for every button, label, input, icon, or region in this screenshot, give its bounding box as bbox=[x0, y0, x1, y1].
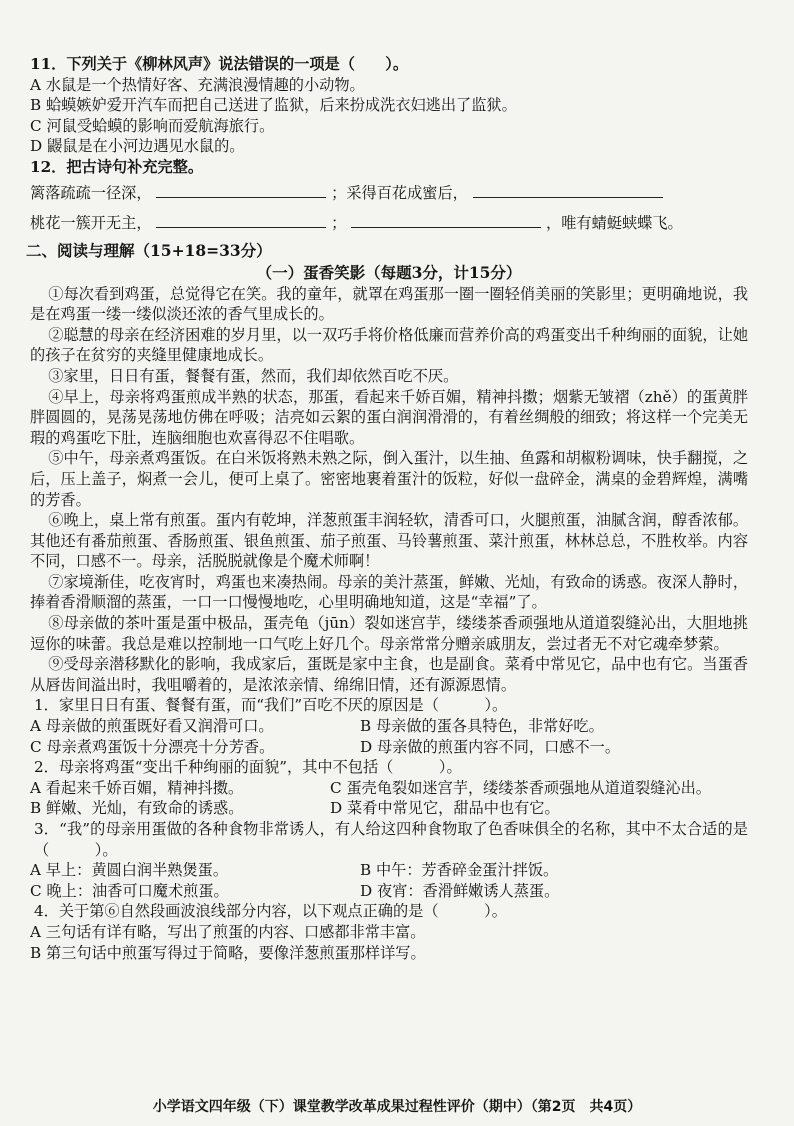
q11-option-d: D 鼹鼠是在小河边遇见水鼠的。 bbox=[30, 137, 245, 156]
q3-option-d: D 夜宵：香滑鲜嫩诱人蒸蛋。 bbox=[360, 881, 560, 900]
q2-option-c: C 蛋壳龟裂如迷宫芋，缕缕茶香顽强地从道道裂缝沁出。 bbox=[330, 778, 711, 797]
q12-line1-part1: 篱落疏疏一径深， bbox=[30, 183, 152, 202]
q1-options-row-1 bbox=[30, 716, 748, 737]
q2-option-d: D 菜肴中常见它，甜品中也有它。 bbox=[330, 799, 560, 818]
q12-row-2 bbox=[30, 208, 748, 238]
q12-line2-part2: ； bbox=[331, 213, 347, 232]
q3-option-a: A 早上：黄圆白润半熟煲蛋。 bbox=[30, 861, 229, 880]
q12-line1-part2: ；采得百花成蜜后， bbox=[331, 183, 468, 202]
q3-option-c: C 晚上：油香可口魔术煎蛋。 bbox=[30, 881, 229, 900]
passage-paragraph-4: ④早上，母亲将鸡蛋煎成半熟的状态，那蛋，看起来千娇百媚，精神抖擞；烟紫无皱褶（zhě）的蛋黄胖胖圆圆的，晃荡晃荡地仿佛在呼吸；洁亮如云絮的蛋白润润滑滑的，有着丝绸般的细致；将这样一个完美无瑕的鸡蛋吃下肚，连脑细胞也欢喜得忍不住唱歌。 bbox=[30, 387, 748, 447]
passage-paragraph-3: ③家里，日日有蛋，餐餐有蛋，然而，我们却依然百吃不厌。 bbox=[48, 366, 459, 385]
q11-option-b: B 蛤蟆嫉妒爱开汽车而把自己送进了监狱，后来扮成洗衣妇逃出了监狱。 bbox=[30, 96, 517, 115]
q12-stem: 12．把古诗句补充完整。 bbox=[30, 157, 204, 176]
passage-paragraph-7: ⑦家境渐佳，吃夜宵时，鸡蛋也来凑热闹。母亲的美汁蒸蛋，鲜嫩、光灿，有致命的诱惑。夜深人静时，捧着香滑顺溜的蒸蛋，一口一口慢慢地吃，心里明确地知道，这是“幸福”了。 bbox=[30, 572, 748, 612]
q12-blank-2[interactable] bbox=[473, 183, 663, 198]
q4-option-b: B 第三句话中煎蛋写得过于简略，要像洋葱煎蛋那样详写。 bbox=[30, 943, 426, 962]
q12-blank-4[interactable] bbox=[351, 213, 541, 228]
section-2-title: 二、阅读与理解（15+18=33分） bbox=[26, 240, 272, 260]
passage-paragraph-1: ①每次看到鸡蛋，总觉得它在笑。我的童年，就罩在鸡蛋那一圈一圈轻俏美丽的笑影里；更明确地说，我是在鸡蛋一缕一缕似淡还浓的香气里成长的。 bbox=[30, 284, 748, 324]
q12-blank-1[interactable] bbox=[156, 183, 326, 198]
passage-title: （一）蛋香笑影（每题3分，计15分） bbox=[256, 262, 522, 282]
q11-option-c: C 河鼠受蛤蟆的影响而爱航海旅行。 bbox=[30, 116, 275, 135]
q12-blank-3[interactable] bbox=[156, 213, 326, 228]
q1-option-a: A 母亲做的煎蛋既好看又润滑可口。 bbox=[30, 717, 274, 736]
q4-stem: 4．关于第⑥自然段画波浪线部分内容，以下观点正确的是（ ）。 bbox=[34, 902, 507, 921]
page-footer: 小学语文四年级（下）课堂教学改革成果过程性评价（期中）（第2页 共4页） bbox=[152, 1099, 642, 1115]
passage-paragraph-8: ⑧母亲做的茶叶蛋是蛋中极品，蛋壳龟（jūn）裂如迷宫芋，缕缕茶香顽强地从道道裂缝沁出，大胆地挑逗你的味蕾。我总是难以控制地一口气吃上好几个。母亲常常分赠亲戚朋友，尝过者无不对它魂牵梦萦。 bbox=[30, 614, 748, 653]
q1-option-b: B 母亲做的蛋各具特色，非常好吃。 bbox=[360, 717, 604, 736]
q11-stem: 11．下列关于《柳林风声》说法错误的一项是（ ）。 bbox=[30, 55, 409, 73]
passage-paragraph-5: ⑤中午，母亲煮鸡蛋饭。在白米饭将熟未熟之际，倒入蛋汁，以生抽、鱼露和胡椒粉调味，快手翻搅，之后，压上盖子，焖煮一会儿，便可上桌了。密密地裹着蛋汁的饭粒，好似一盘碎金，满桌的金碧辉煌，满嘴的芳香。 bbox=[30, 449, 748, 509]
q1-option-d: D 母亲做的煎蛋内容不同，口感不一。 bbox=[360, 737, 621, 756]
q2-options-row-1 bbox=[30, 778, 748, 799]
q3-option-b: B 中午：芳香碎金蛋汁拌饭。 bbox=[360, 861, 559, 880]
q3-stem: 3．“我”的母亲用蛋做的各种食物非常诱人，有人给这四种食物取了色香味俱全的名称，其中不太合适的是（ ）。 bbox=[34, 820, 748, 859]
passage-paragraph-2: ②聪慧的母亲在经济困难的岁月里，以一双巧手将价格低廉而营养价高的鸡蛋变出千种绚丽的面貌，让她的孩子在贫穷的夹缝里健康地成长。 bbox=[30, 325, 748, 365]
passage-paragraph-6: ⑥晚上，桌上常有煎蛋。蛋内有乾坤，洋葱煎蛋丰润轻软，清香可口，火腿煎蛋，油腻含润，醇香浓郁。其他还有番茄煎蛋、香肠煎蛋、银鱼煎蛋、茄子煎蛋、马铃薯煎蛋、菜汁煎蛋，林林总总，不胜枚举。内容不同，口感不一。母亲，活脱脱就像是个魔术师啊！ bbox=[30, 511, 748, 571]
q1-options-row-2 bbox=[30, 737, 748, 758]
q4-option-a: A 三句话有详有略，写出了煎蛋的内容、口感都非常丰富。 bbox=[30, 922, 426, 941]
q2-option-a: A 看起来千娇百媚，精神抖擞。 bbox=[30, 778, 244, 797]
q1-option-c: C 母亲煮鸡蛋饭十分漂亮十分芳香。 bbox=[30, 737, 275, 756]
q12-row-1 bbox=[30, 178, 748, 208]
q2-option-b: B 鲜嫩、光灿，有致命的诱惑。 bbox=[30, 799, 244, 818]
q1-stem: 1．家里日日有蛋、餐餐有蛋，而“我们”百吃不厌的原因是（ ）。 bbox=[34, 696, 508, 715]
passage-paragraph-9: ⑨受母亲潜移默化的影响，我成家后，蛋既是家中主食，也是副食。菜肴中常见它，品中也有它。当蛋香从唇齿间溢出时，我咀嚼着的，是浓浓亲情、绵绵旧情，还有源源恩情。 bbox=[30, 655, 748, 694]
q3-options-row-1 bbox=[30, 860, 748, 881]
q12-line2-part3: ，唯有蜻蜓蛱蝶飞。 bbox=[546, 213, 683, 232]
q2-options-row-2 bbox=[30, 798, 748, 819]
q2-stem: 2．母亲将鸡蛋“变出千种绚丽的面貌”，其中不包括（ ）。 bbox=[34, 758, 462, 777]
q12-line2-part1: 桃花一簇开无主， bbox=[30, 213, 152, 232]
q3-options-row-2 bbox=[30, 881, 748, 902]
q11-option-a: A 水鼠是一个热情好客、充满浪漫情趣的小动物。 bbox=[30, 75, 365, 94]
